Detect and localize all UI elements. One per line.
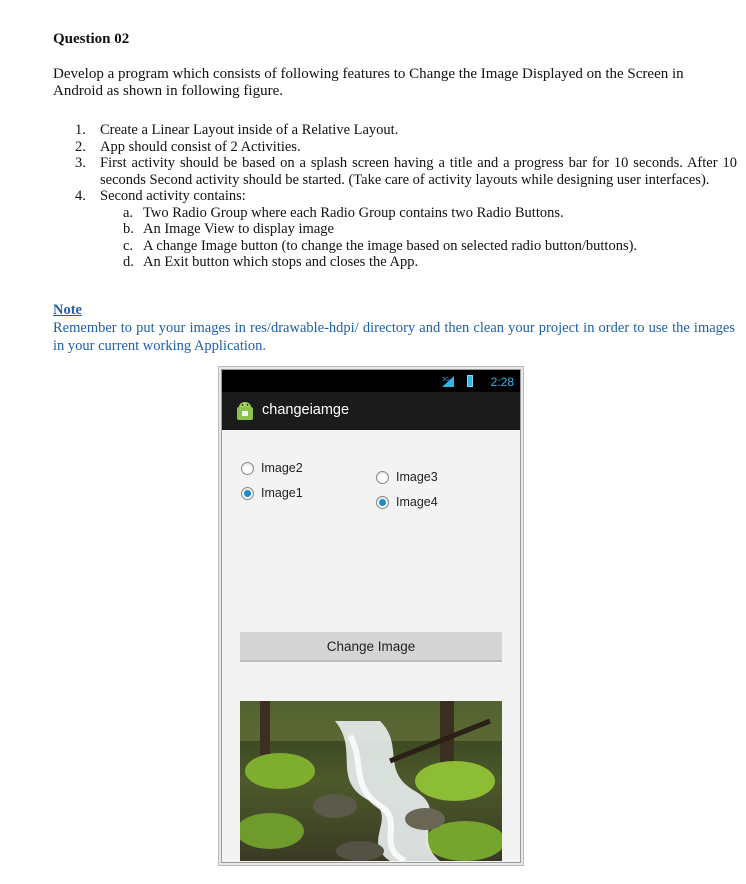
change-image-button[interactable]: Change Image [240, 632, 502, 662]
radio-image4[interactable] [376, 495, 438, 509]
intro-paragraph: Develop a program which consists of following features to Change the Image Displayed on the Screen in Android as shown in following figure. [53, 66, 684, 99]
radio-label: Image1 [261, 486, 303, 500]
note-heading: Note [53, 302, 82, 318]
android-icon [234, 400, 256, 422]
waterfall-image [240, 701, 502, 861]
signal-icon [442, 376, 454, 387]
list-item: 3. First activity should be based on a splash screen having a title and a progress bar for 10 seconds. After 10 seconds Second activity should be started. (Take care of activity layouts while designing user interfaces). [75, 155, 737, 188]
requirements-list [75, 122, 737, 271]
radio-label: Image4 [396, 495, 438, 509]
radio-image2[interactable] [241, 461, 303, 475]
radio-label: Image2 [261, 461, 303, 475]
list-item: 4. Second activity contains: [75, 188, 246, 204]
status-time: 2:28 [490, 375, 514, 389]
sub-list-item: b. An Image View to display image [123, 221, 334, 237]
note-text: Remember to put your images in res/drawable-hdpi/ directory and then clean your project in order to use the images in your current working Application. [53, 320, 735, 354]
sub-list-item: a. Two Radio Group where each Radio Group contains two Radio Buttons. [123, 204, 564, 221]
sub-list-item: d. An Exit button which stops and closes the App. [123, 254, 419, 270]
radio-circle [241, 462, 254, 475]
phone-screenshot [222, 370, 520, 862]
radio-image1[interactable] [241, 486, 303, 500]
battery-icon [467, 375, 473, 387]
status-bar [222, 370, 520, 392]
radio-image3[interactable] [376, 470, 438, 484]
action-bar [222, 392, 520, 430]
list-item: 2. App should consist of 2 Activities. [75, 138, 301, 155]
radio-circle-checked [241, 487, 254, 500]
radio-circle-checked [376, 496, 389, 509]
question-title: Question 02 [53, 31, 130, 47]
list-item: 1. Create a Linear Layout inside of a Relative Layout. [75, 122, 399, 138]
app-title: changeiamge [262, 402, 350, 418]
network-type-label: 3G [442, 377, 450, 383]
radio-circle [376, 471, 389, 484]
radio-label: Image3 [396, 470, 438, 484]
sub-list-item: c. A change Image button (to change the image based on selected radio button/buttons). [123, 237, 638, 254]
sub-list [123, 205, 737, 271]
